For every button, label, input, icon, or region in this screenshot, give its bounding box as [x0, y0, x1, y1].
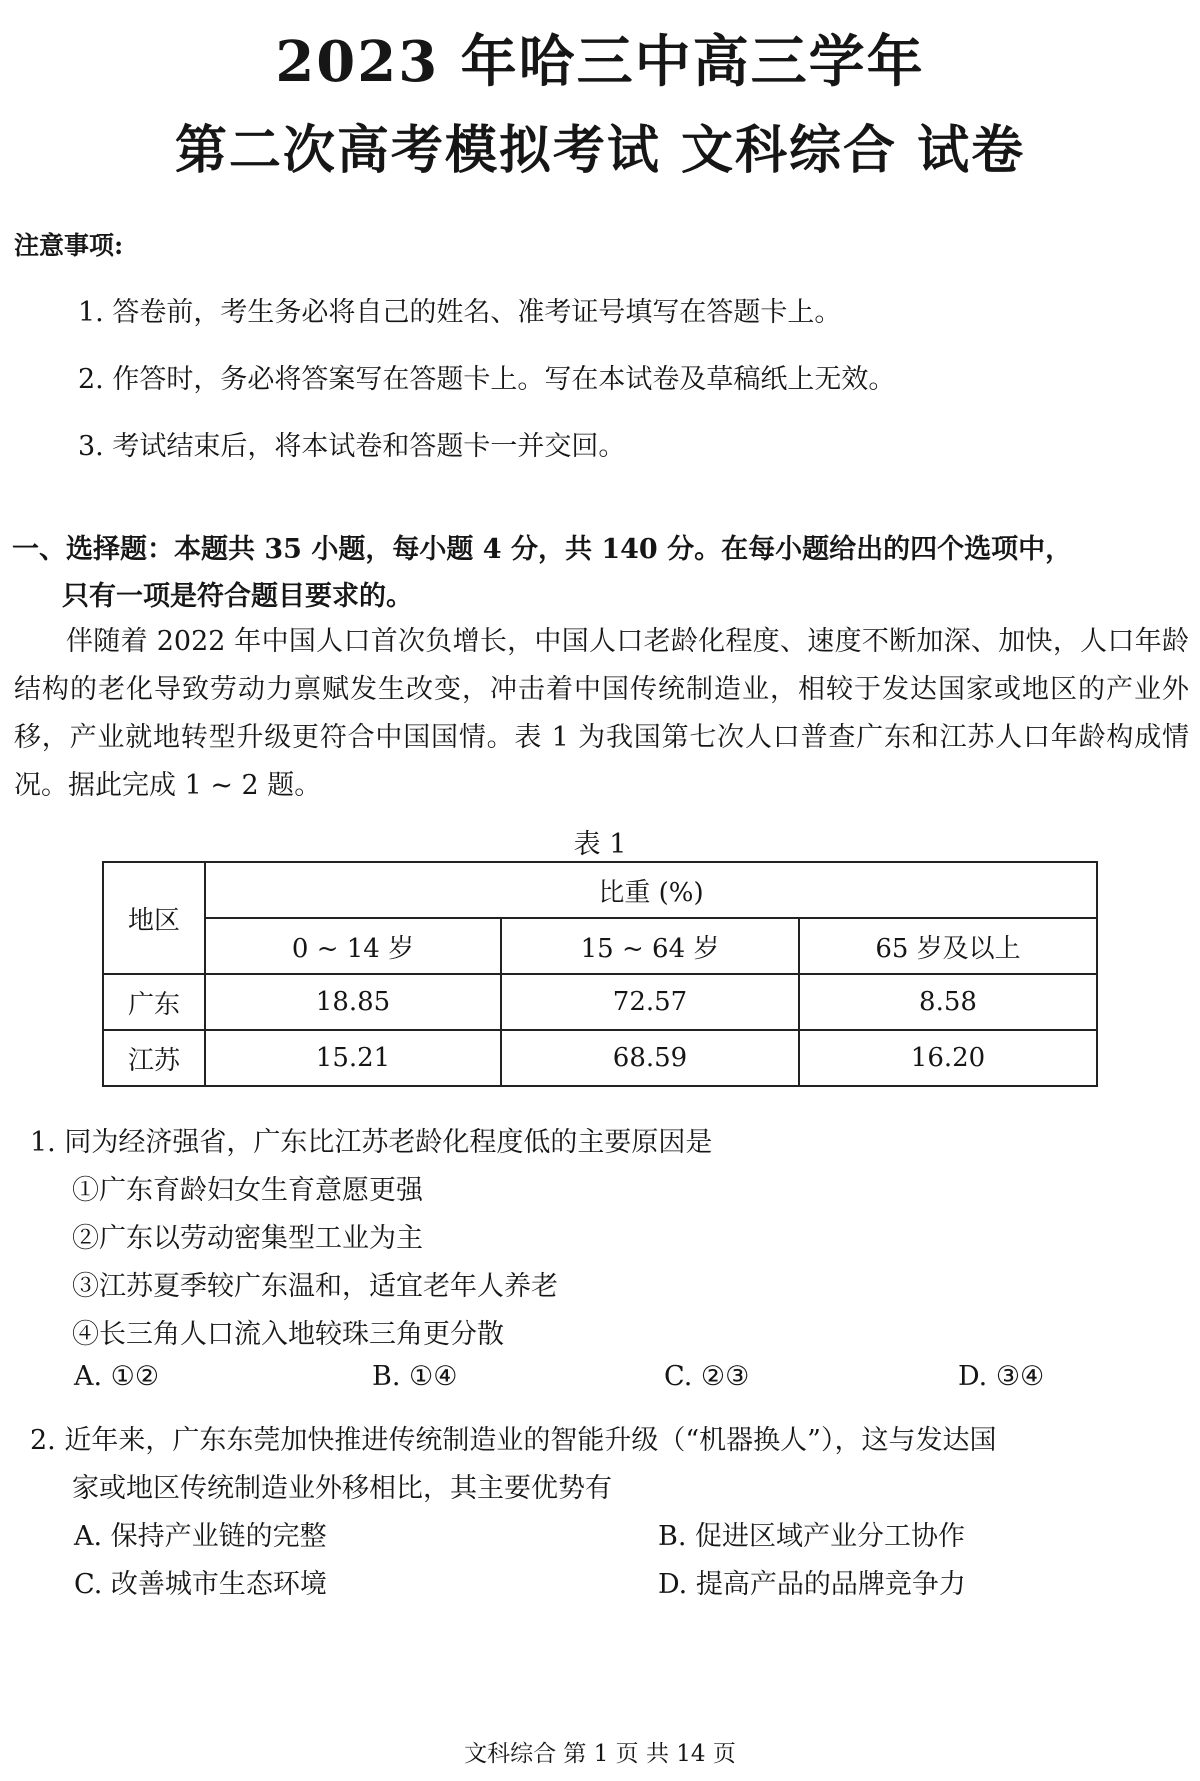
page-footer: 文科综合 第 1 页 共 14 页 — [464, 1741, 736, 1767]
q2-option-b: B. 促进区域产业分工协作 — [658, 1521, 966, 1552]
table-row — [103, 974, 1097, 1030]
section-heading: 一、选择题：本题共 35 小题，每小题 4 分，共 140 分。在每小题给出的四个选项中， — [12, 534, 1073, 565]
page-title-line2: 第二次高考模拟考试 文科综合 试卷 — [174, 120, 1026, 181]
table-cell: 16.20 — [799, 1030, 1097, 1086]
q1-statement: ②广东以劳动密集型工业为主 — [72, 1223, 423, 1254]
question-2-stem-cont: 家或地区传统制造业外移相比，其主要优势有 — [72, 1473, 612, 1504]
notice-item-3: 3. 考试结束后，将本试卷和答题卡一并交回。 — [78, 431, 626, 462]
table-cell: 68.59 — [501, 1030, 799, 1086]
table-cell-region: 江苏 — [103, 1030, 205, 1086]
section-heading-cont: 只有一项是符合题目要求的。 — [62, 581, 413, 612]
table-header-share: 比重 (%) — [205, 862, 1097, 918]
q1-option-d: D. ③④ — [958, 1361, 1045, 1392]
q1-statement: ③江苏夏季较广东温和，适宜老年人养老 — [72, 1271, 558, 1302]
q2-option-c: C. 改善城市生态环境 — [74, 1569, 327, 1600]
notice-item-1: 1. 答卷前，考生务必将自己的姓名、准考证号填写在答题卡上。 — [78, 297, 842, 328]
q2-option-d: D. 提高产品的品牌竞争力 — [658, 1569, 966, 1600]
table-col-header: 0 ~ 14 岁 — [205, 918, 501, 974]
table-col-header: 65 岁及以上 — [799, 918, 1097, 974]
q1-option-c: C. ②③ — [664, 1361, 750, 1392]
notice-title: 注意事项: — [14, 231, 124, 260]
table-cell: 15.21 — [205, 1030, 501, 1086]
q2-option-a: A. 保持产业链的完整 — [74, 1521, 327, 1552]
table-cell: 8.58 — [799, 974, 1097, 1030]
q1-statement: ④长三角人口流入地较珠三角更分散 — [72, 1319, 504, 1350]
table-cell: 72.57 — [501, 974, 799, 1030]
q1-option-a: A. ①② — [74, 1361, 160, 1392]
table-row — [103, 1030, 1097, 1086]
table-cell: 18.85 — [205, 974, 501, 1030]
table-header-region: 地区 — [103, 862, 205, 974]
q1-statement: ①广东育龄妇女生育意愿更强 — [72, 1175, 423, 1206]
page-title-line1: 2023 年哈三中高三学年 — [275, 29, 925, 95]
material-paragraph: 伴随着 2022 年中国人口首次负增长，中国人口老龄化程度、速度不断加深、加快，人口年龄结构的老化导致劳动力禀赋发生改变，冲击着中国传统制造业，相较于发达国家或地区的产业外移，产业就地转型升级更符合中国国情。表 1 为我国第七次人口普查广东和江苏人口年龄构成情况。据此完成 1 ~ 2 题。 — [14, 626, 1189, 801]
notice-item-2: 2. 作答时，务必将答案写在答题卡上。写在本试卷及草稿纸上无效。 — [78, 364, 896, 395]
q1-option-b: B. ①④ — [372, 1361, 458, 1392]
table-col-header: 15 ~ 64 岁 — [501, 918, 799, 974]
population-table — [102, 861, 1098, 1087]
question-1-stem: 1. 同为经济强省，广东比江苏老龄化程度低的主要原因是 — [30, 1127, 713, 1158]
question-2-stem: 2. 近年来，广东东莞加快推进传统制造业的智能升级（“机器换人”），这与发达国 — [30, 1425, 997, 1456]
table-caption: 表 1 — [573, 829, 627, 860]
table-cell-region: 广东 — [103, 974, 205, 1030]
